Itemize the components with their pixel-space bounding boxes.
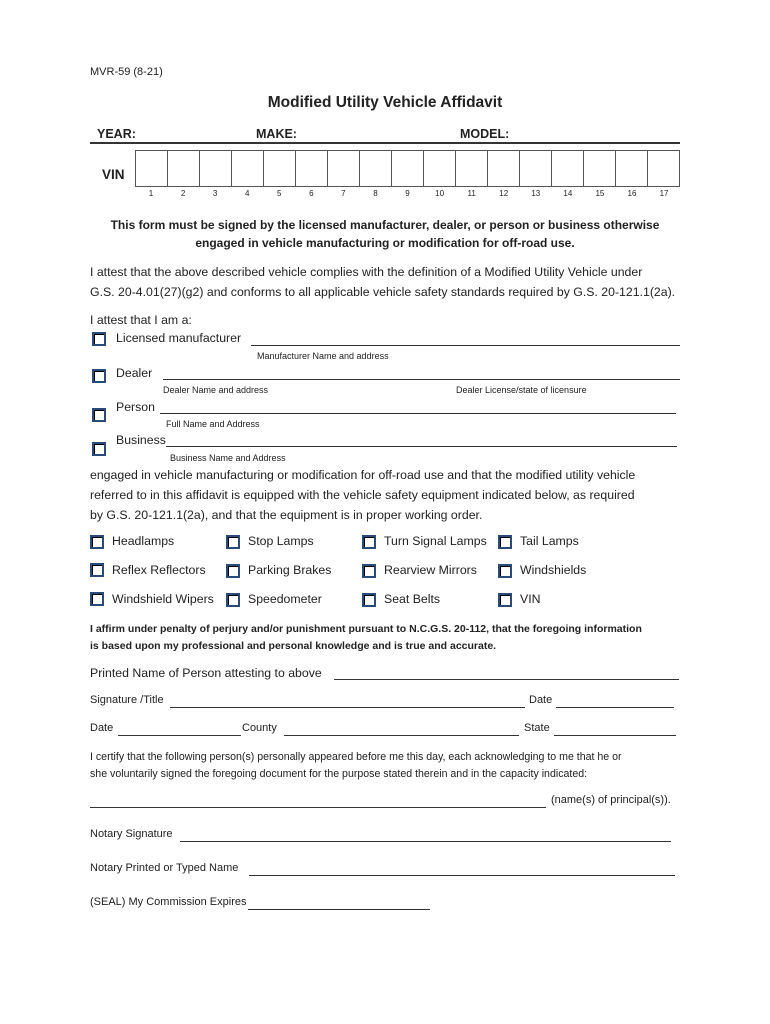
affirm-line-1: I affirm under penalty of perjury and/or punishment pursuant to N.C.G.S. 20-112, that the foregoing information (90, 623, 642, 635)
manufacturer-checkbox[interactable] (92, 332, 106, 346)
dealer-sub-license: Dealer License/state of licensure (456, 385, 587, 395)
vin-position-12: 12 (499, 189, 509, 198)
stop-lamps-label: Stop Lamps (248, 534, 314, 548)
vin-position-16: 16 (627, 189, 637, 198)
attest-line-1: I attest that the above described vehicle complies with the definition of a Modified Utility Vehicle under (90, 265, 643, 279)
date-label-2: Date (90, 722, 114, 734)
commission-expires-field[interactable] (248, 909, 430, 910)
parking-brakes-label: Parking Brakes (248, 563, 332, 577)
windshield-wipers-checkbox[interactable] (90, 592, 104, 606)
vin-cell-17[interactable] (648, 151, 679, 186)
manufacturer-field[interactable] (251, 345, 680, 346)
model-label: MODEL: (460, 127, 510, 141)
date-field-2[interactable] (118, 735, 241, 736)
dealer-sub-name: Dealer Name and address (163, 385, 269, 395)
person-field[interactable] (160, 413, 676, 414)
vin-position-7: 7 (341, 189, 346, 198)
windshield-wipers-label: Windshield Wipers (112, 592, 214, 606)
dealer-checkbox[interactable] (92, 369, 106, 383)
dealer-field[interactable] (163, 379, 680, 380)
vin-position-8: 8 (373, 189, 378, 198)
certify-line-2: she voluntarily signed the foregoing document for the purpose stated therein and in the capacity indicated: (90, 768, 588, 780)
person-checkbox[interactable] (92, 408, 106, 422)
notary-signature-field[interactable] (180, 841, 671, 842)
rearview-mirrors-label: Rearview Mirrors (384, 563, 477, 577)
windshields-label: Windshields (520, 563, 587, 577)
make-label: MAKE: (256, 127, 297, 141)
headlamps-label: Headlamps (112, 534, 175, 548)
vin-position-1: 1 (148, 189, 154, 198)
vin-cell-3[interactable] (200, 151, 232, 186)
tail-lamps-checkbox[interactable] (498, 535, 512, 549)
printed-name-field[interactable] (334, 679, 679, 680)
vin-position-6: 6 (309, 189, 314, 198)
business-checkbox[interactable] (92, 442, 106, 456)
rearview-mirrors-checkbox[interactable] (362, 564, 376, 578)
notice-line-1: This form must be signed by the licensed manufacturer, dealer, or person or business otherwise (110, 218, 660, 232)
certify-line-1: I certify that the following person(s) personally appeared before me this day, each acknowledging to me that he or (90, 751, 622, 763)
vin-position-10: 10 (435, 189, 445, 198)
affirm-line-2: is based upon my professional and personal knowledge and is true and accurate. (90, 640, 497, 652)
reflex-reflectors-checkbox[interactable] (90, 563, 104, 577)
commission-expires-label: (SEAL) My Commission Expires (90, 896, 247, 908)
seat-belts-checkbox[interactable] (362, 593, 376, 607)
affirmation (90, 621, 690, 655)
business-label: Business (116, 433, 166, 447)
engaged-line-1: engaged in vehicle manufacturing or modification for off-road use and that the modified utility vehicle (90, 468, 636, 482)
person-sub: Full Name and Address (166, 419, 260, 429)
attest-line-2: G.S. 20-4.01(27)(g2) and conforms to all applicable vehicle safety standards required by G.S. 20-121.1(2a). (90, 285, 676, 299)
county-label: County (242, 722, 277, 734)
business-sub: Business Name and Address (170, 453, 286, 463)
engaged-line-2: referred to in this affidavit is equipped with the vehicle safety equipment indicated below, as required (90, 488, 635, 502)
headlamps-checkbox[interactable] (90, 535, 104, 549)
notice-line-2: engaged in vehicle manufacturing or modification for off-road use. (195, 236, 575, 250)
engaged-paragraph (90, 465, 690, 525)
windshields-checkbox[interactable] (498, 564, 512, 578)
dealer-label: Dealer (116, 366, 153, 380)
vin-position-2: 2 (180, 189, 186, 198)
form-number: MVR-59 (8-21) (90, 66, 163, 78)
vin-position-9: 9 (405, 189, 410, 198)
vin-cell-2[interactable] (168, 151, 200, 186)
signature-title-field[interactable] (170, 707, 525, 708)
state-field[interactable] (554, 735, 676, 736)
vin-cell-8[interactable] (360, 151, 392, 186)
page-title: Modified Utility Vehicle Affidavit (267, 94, 503, 111)
parking-brakes-checkbox[interactable] (226, 564, 240, 578)
state-label: State (524, 722, 550, 734)
turn-signal-lamps-checkbox[interactable] (362, 535, 376, 549)
vin-cell-11[interactable] (456, 151, 488, 186)
manufacturer-label: Licensed manufacturer (116, 331, 242, 345)
county-field[interactable] (284, 735, 519, 736)
attest-paragraph (90, 262, 690, 302)
vin-cell-16[interactable] (616, 151, 648, 186)
header-rule (90, 142, 680, 144)
vin-cell-13[interactable] (520, 151, 552, 186)
turn-signal-lamps-label: Turn Signal Lamps (384, 534, 487, 548)
manufacturer-sub: Manufacturer Name and address (257, 351, 389, 361)
speedometer-label: Speedometer (248, 592, 322, 606)
vin-grid (135, 150, 680, 187)
date-field-1[interactable] (556, 707, 674, 708)
vin-position-15: 15 (595, 189, 605, 198)
vin-cell-5[interactable] (264, 151, 296, 186)
vin-label: VIN (102, 167, 125, 182)
vin-cell-14[interactable] (552, 151, 584, 186)
signature-title-label: Signature /Title (90, 694, 164, 706)
principals-field[interactable] (90, 807, 546, 808)
vin-cell-15[interactable] (584, 151, 616, 186)
vin-cell-1[interactable] (136, 151, 168, 186)
tail-lamps-label: Tail Lamps (520, 534, 579, 548)
speedometer-checkbox[interactable] (226, 593, 240, 607)
engaged-line-3: by G.S. 20-121.1(2a), and that the equipment is in proper working order. (90, 508, 483, 522)
vin-position-17: 17 (659, 189, 669, 198)
vin-cell-9[interactable] (392, 151, 424, 186)
seat-belts-label: Seat Belts (384, 592, 441, 606)
signing-notice (0, 216, 770, 252)
notary-printed-label: Notary Printed or Typed Name (90, 862, 239, 874)
vin-position-11: 11 (467, 189, 476, 198)
certify-paragraph (90, 749, 622, 783)
vin-position-numbers (135, 189, 680, 198)
principals-label: (name(s) of principal(s)). (551, 794, 671, 806)
attest-i-am: I attest that I am a: (90, 313, 192, 327)
vin-cell-12[interactable] (488, 151, 520, 186)
vin-cell-7[interactable] (328, 151, 360, 186)
vin-checkbox[interactable] (498, 593, 512, 607)
date-label-1: Date (529, 694, 553, 706)
vin-position-3: 3 (212, 189, 218, 198)
vin-position-13: 13 (531, 189, 541, 198)
vin-position-4: 4 (244, 189, 250, 198)
year-label: YEAR: (97, 127, 136, 141)
vin-cell-4[interactable] (232, 151, 264, 186)
stop-lamps-checkbox[interactable] (226, 535, 240, 549)
person-label: Person (116, 400, 155, 414)
vin-cell-10[interactable] (424, 151, 456, 186)
vin-equipment-label: VIN (520, 592, 541, 606)
business-field[interactable] (166, 446, 677, 447)
vin-position-5: 5 (277, 189, 282, 198)
reflex-reflectors-label: Reflex Reflectors (112, 563, 206, 577)
notary-signature-label: Notary Signature (90, 828, 173, 840)
notary-printed-field[interactable] (249, 875, 675, 876)
printed-name-label: Printed Name of Person attesting to above (90, 666, 322, 680)
vin-position-14: 14 (563, 189, 573, 198)
vin-cell-6[interactable] (296, 151, 328, 186)
